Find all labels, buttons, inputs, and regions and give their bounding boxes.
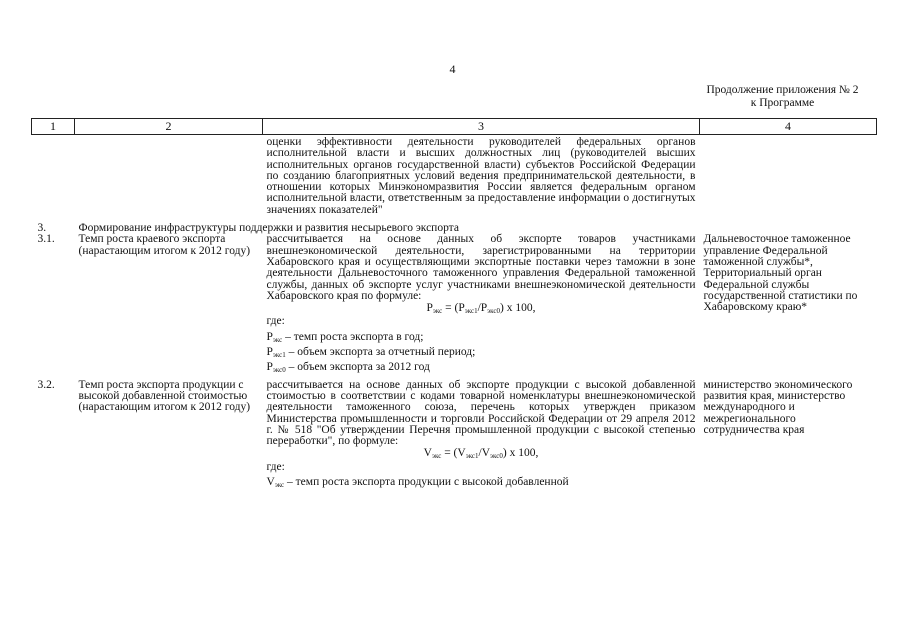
section-number: 3. bbox=[37, 222, 47, 235]
indicators-table bbox=[31, 118, 877, 488]
row-number: 3.1. bbox=[37, 233, 55, 246]
column-header-1: 1 bbox=[32, 119, 75, 135]
definition-line: $Р_{экс0}$ – объем экспорта за 2012 год bbox=[266, 361, 430, 375]
where-label: где: bbox=[266, 460, 285, 473]
appendix-line-1: Продолжение приложения № 2 bbox=[706, 84, 859, 96]
table-row bbox=[32, 374, 877, 489]
calculation-method bbox=[263, 234, 700, 373]
indicator-name: Темп роста экспорта продукции с высокой добавленной стоимостью (нарастающим итогом к 2012 году) bbox=[78, 378, 251, 414]
calculation-method bbox=[263, 374, 700, 489]
definition-line: $V_{экс}$ – темп роста экспорта продукции с высокой добавленной bbox=[266, 476, 569, 490]
formula: $V_{экс} = (V_{экс1}/V_{экс0})$ х 100, bbox=[423, 447, 539, 461]
definition-line: $Р_{экс}$ – темп роста экспорта в год; bbox=[266, 330, 424, 344]
appendix-line-2: к Программе bbox=[750, 97, 815, 109]
indicator-name: Темп роста краевого экспорта (нарастающим итогом к 2012 году) bbox=[78, 233, 251, 257]
continuation-row bbox=[32, 135, 877, 217]
definition-line: $Р_{экс1}$ – объем экспорта за отчетный период; bbox=[266, 346, 476, 360]
table-row bbox=[32, 234, 877, 373]
appendix-note bbox=[690, 84, 875, 110]
formula: $Р_{экс} = (Р_{экс1}/Р_{экс0})$ х 100, bbox=[426, 302, 536, 316]
where-label: где: bbox=[266, 315, 285, 328]
method-text: рассчитывается на основе данных об экспорте продукции с высокой добавленной стоимостью в соответствии с кодами товарной номенклатуры внешнеэкономической деятельности таможенного союза, перечень которых утвержден приказом Министерства промышленности и торговли Российской Федерации от 29 апреля 2012 г. № 518 "Об утверждении Перечня промышленной продукции с высокой степенью переработки", по формуле: bbox=[266, 378, 696, 448]
column-header-3: 3 bbox=[263, 119, 700, 135]
column-header-2: 2 bbox=[75, 119, 263, 135]
column-header-4: 4 bbox=[700, 119, 877, 135]
section-row bbox=[32, 216, 877, 234]
row-number: 3.2. bbox=[37, 378, 55, 391]
method-text: рассчитывается на основе данных об экспорте товаров участниками внешнеэкономической деятельности, зарегистрированными на территории Хабаровского края и осуществляющими экспортные поставки через таможни в зоне деятельности Дальневосточного таможенного управления Федеральной таможенной службы, данных об экспорте услуг участниками внешнеэкономической деятельности Хабаровского края по формуле: bbox=[266, 233, 696, 302]
section-title: Формирование инфраструктуры поддержки и развития несырьевого экспорта bbox=[78, 222, 459, 235]
page-number: 4 bbox=[449, 62, 456, 76]
responsible-body: министерство экономического развития края, министерство международного и межрегионального сотрудничества края bbox=[703, 378, 853, 436]
responsible-body: Дальневосточное таможенное управление Федеральной таможенной службы*, Территориальный орган Федеральной службы государственной статистики по Хабаровскому краю* bbox=[703, 233, 858, 314]
table-header-row bbox=[32, 119, 877, 135]
continuation-text: оценки эффективности деятельности руководителей федеральных органов исполнительной власти и высших должностных лиц (руководителей высших исполнительных органов государственной власти) субъектов Российской Федерации по созданию благоприятных условий ведения предпринимательской деятельности, в отношении которых Минэкономразвития России является федеральным органом исполнительной власти, ответственным за предоставление информации о достигнутых значениях показателей" bbox=[266, 136, 696, 216]
